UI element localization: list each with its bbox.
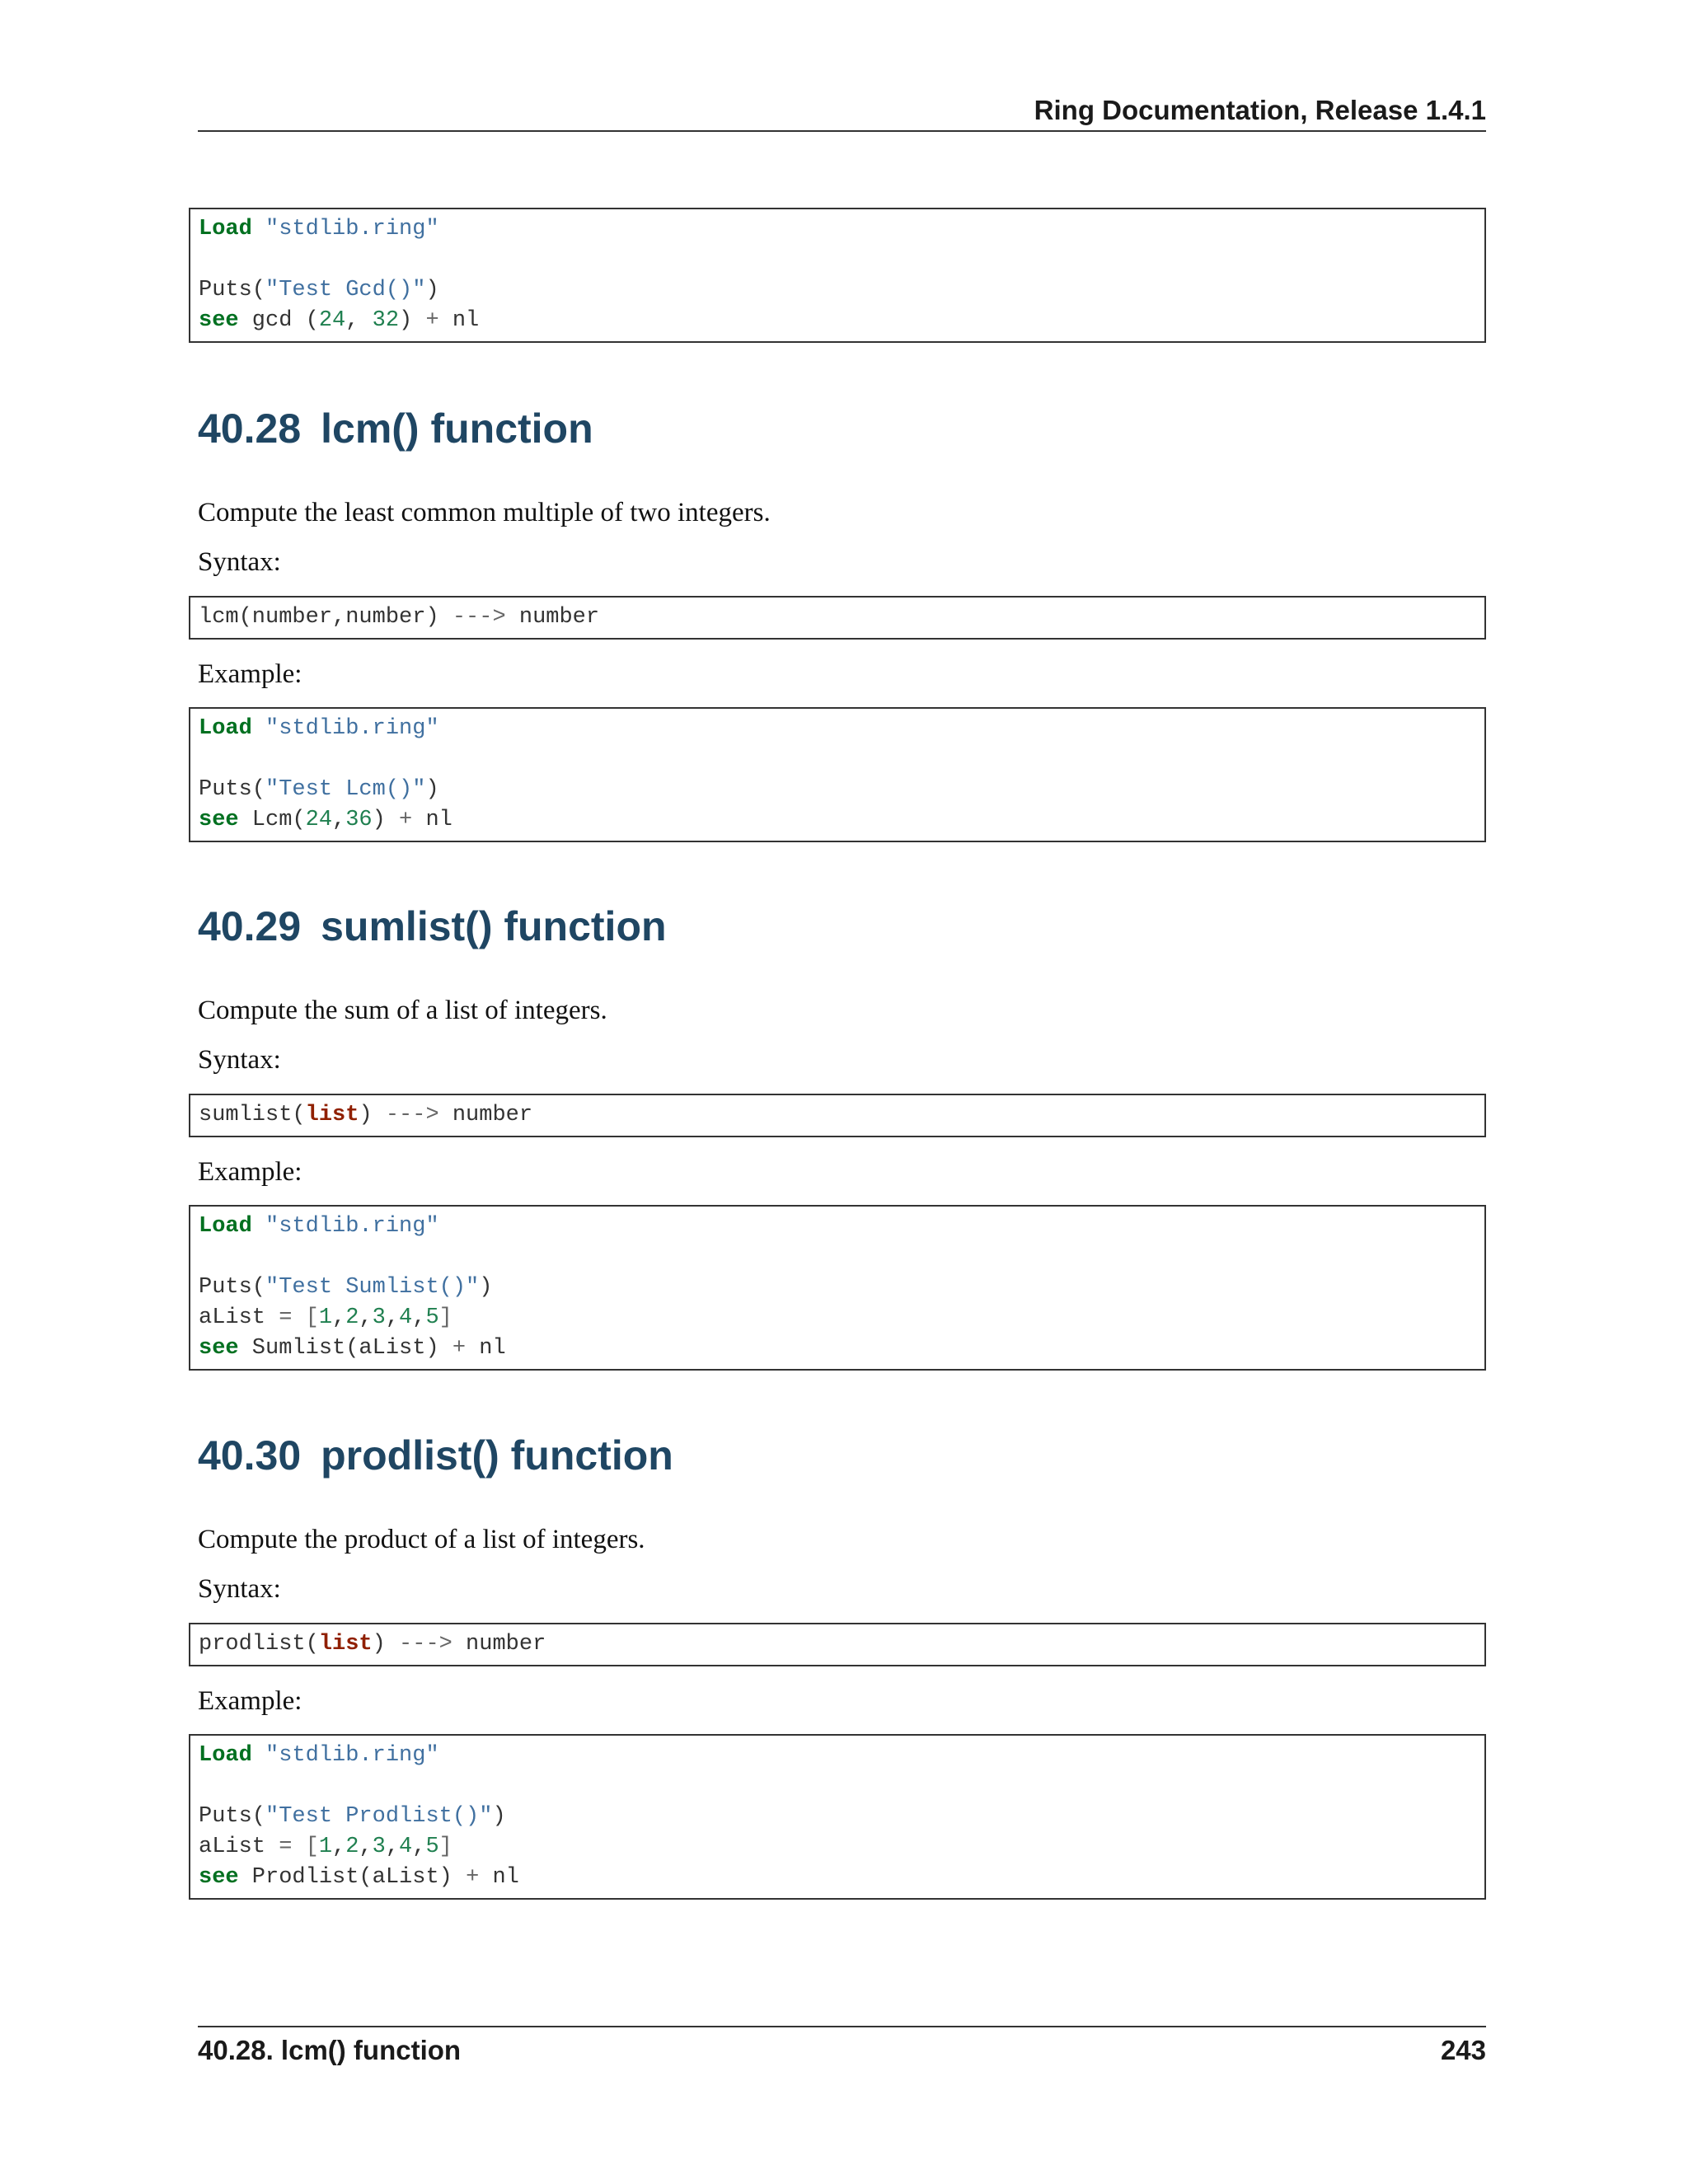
code-token: ---> xyxy=(385,1103,439,1127)
code-token: prodlist( xyxy=(199,1632,319,1657)
section-title: prodlist() function xyxy=(321,1432,673,1479)
code-line xyxy=(199,1212,1476,1242)
code-token: lcm(number,number) xyxy=(199,605,452,630)
code-token: = xyxy=(279,1835,293,1859)
code-token: 24 xyxy=(305,808,333,832)
code-line xyxy=(199,245,1476,275)
code-line xyxy=(199,1863,1476,1893)
code-token: "Test Gcd()" xyxy=(265,278,426,302)
code-token: 2 xyxy=(345,1835,359,1859)
code-token: ) xyxy=(425,777,439,802)
code-line xyxy=(199,714,1476,744)
code-token: see xyxy=(199,808,239,832)
code-token: + xyxy=(425,308,439,333)
code-token: see xyxy=(199,1865,239,1890)
code-token: 3 xyxy=(372,1835,386,1859)
code-line xyxy=(199,1242,1476,1272)
code-line xyxy=(199,805,1476,836)
code-token: + xyxy=(466,1865,480,1890)
code-token: Prodlist(aList) xyxy=(238,1865,467,1890)
code-token: 32 xyxy=(372,308,400,333)
code-token: Lcm( xyxy=(238,808,306,832)
code-line xyxy=(199,1802,1476,1832)
code-block-lcm-syntax xyxy=(189,596,1486,640)
code-line xyxy=(199,775,1476,805)
code-line xyxy=(199,1303,1476,1333)
code-token: [ xyxy=(305,1305,319,1330)
code-token: Load xyxy=(199,716,252,741)
code-token: , xyxy=(385,1305,400,1330)
section-title: lcm() function xyxy=(321,405,593,452)
code-token: "Test Sumlist()" xyxy=(265,1275,480,1300)
code-token: 5 xyxy=(425,1835,439,1859)
section-heading-prodlist xyxy=(198,1431,673,1480)
code-token: "Test Prodlist()" xyxy=(265,1804,493,1829)
code-token: list xyxy=(305,1103,359,1127)
code-token: 2 xyxy=(345,1305,359,1330)
code-token: number xyxy=(438,1103,533,1127)
code-token: nl xyxy=(466,1336,506,1361)
code-token: ) xyxy=(399,308,426,333)
code-token: ---> xyxy=(452,605,506,630)
code-line xyxy=(199,602,1476,633)
code-token: aList xyxy=(199,1305,279,1330)
code-token: "Test Lcm()" xyxy=(265,777,426,802)
code-token: ] xyxy=(438,1305,452,1330)
code-token: aList xyxy=(199,1835,279,1859)
footer-section-ref: 40.28. lcm() function xyxy=(198,2035,462,2065)
section-heading-lcm xyxy=(198,404,593,453)
code-block-prodlist-syntax xyxy=(189,1623,1486,1666)
code-token: 4 xyxy=(399,1835,413,1859)
code-line xyxy=(199,1832,1476,1863)
code-token: ) xyxy=(359,1103,386,1127)
code-token: number xyxy=(452,1632,546,1657)
code-token: , xyxy=(345,308,373,333)
code-token: 1 xyxy=(318,1835,333,1859)
code-line xyxy=(199,1629,1476,1660)
code-line xyxy=(199,1333,1476,1364)
code-token: Load xyxy=(199,1214,252,1239)
code-token: Puts( xyxy=(199,278,266,302)
code-token xyxy=(252,1214,265,1239)
code-line xyxy=(199,744,1476,775)
code-block-sumlist-syntax xyxy=(189,1094,1486,1137)
code-token: nl xyxy=(479,1865,519,1890)
code-token: sumlist( xyxy=(199,1103,306,1127)
code-block-sumlist-example xyxy=(189,1205,1486,1371)
prodlist-syntax-label: Syntax: xyxy=(198,1574,281,1604)
code-line xyxy=(199,1100,1476,1131)
code-token: Puts( xyxy=(199,1275,266,1300)
code-token: 1 xyxy=(318,1305,333,1330)
code-token: 3 xyxy=(372,1305,386,1330)
code-token: Puts( xyxy=(199,1804,266,1829)
code-token: see xyxy=(199,308,239,333)
section-number: 40.30 xyxy=(198,1432,302,1479)
code-token xyxy=(252,716,265,741)
code-token: , xyxy=(332,808,346,832)
code-token: 36 xyxy=(345,808,373,832)
code-block-lcm-example xyxy=(189,707,1486,842)
code-token: "stdlib.ring" xyxy=(265,1214,439,1239)
code-token: ) xyxy=(425,278,439,302)
code-token: + xyxy=(452,1336,467,1361)
running-footer xyxy=(198,2026,1486,2074)
code-block-prodlist-example xyxy=(189,1734,1486,1900)
code-token: "stdlib.ring" xyxy=(265,217,439,241)
header-title: Ring Documentation, Release 1.4.1 xyxy=(1034,95,1486,125)
code-token: , xyxy=(412,1835,426,1859)
section-number: 40.29 xyxy=(198,903,302,949)
code-line xyxy=(199,275,1476,306)
lcm-example-label: Example: xyxy=(198,659,302,689)
code-line xyxy=(199,214,1476,245)
code-token: 4 xyxy=(399,1305,413,1330)
code-token: nl xyxy=(438,308,480,333)
code-token: ) xyxy=(479,1275,493,1300)
code-line xyxy=(199,1771,1476,1802)
code-token: number xyxy=(505,605,600,630)
code-token: list xyxy=(318,1632,373,1657)
code-token xyxy=(292,1835,305,1859)
code-token: nl xyxy=(412,808,452,832)
code-token: , xyxy=(385,1835,400,1859)
code-token: , xyxy=(359,1835,373,1859)
code-token: = xyxy=(279,1305,293,1330)
code-token xyxy=(252,1743,265,1768)
prodlist-description: Compute the product of a list of integers. xyxy=(198,1525,645,1554)
code-token: Load xyxy=(199,217,252,241)
code-token: 24 xyxy=(318,308,346,333)
code-token: , xyxy=(332,1305,346,1330)
code-token: , xyxy=(359,1305,373,1330)
code-token: 5 xyxy=(425,1305,439,1330)
code-block-gcd-example xyxy=(189,208,1486,343)
running-header xyxy=(198,91,1486,132)
sumlist-example-label: Example: xyxy=(198,1157,302,1187)
code-token: , xyxy=(412,1305,426,1330)
code-token: , xyxy=(332,1835,346,1859)
section-heading-sumlist xyxy=(198,902,667,951)
footer-page-number: 243 xyxy=(1440,2035,1486,2065)
code-token: Load xyxy=(199,1743,252,1768)
code-token: ] xyxy=(438,1835,452,1859)
code-token: ) xyxy=(492,1804,506,1829)
code-line xyxy=(199,1272,1476,1303)
code-token: "stdlib.ring" xyxy=(265,1743,439,1768)
code-token: Puts( xyxy=(199,777,266,802)
lcm-description: Compute the least common multiple of two integers. xyxy=(198,498,771,527)
code-token xyxy=(252,217,265,241)
code-line xyxy=(199,306,1476,336)
code-token: see xyxy=(199,1336,239,1361)
code-token: ) xyxy=(372,1632,400,1657)
code-token: gcd ( xyxy=(238,308,319,333)
section-title: sumlist() function xyxy=(321,903,667,949)
prodlist-example-label: Example: xyxy=(198,1686,302,1716)
sumlist-syntax-label: Syntax: xyxy=(198,1045,281,1075)
code-token: ---> xyxy=(399,1632,452,1657)
code-token xyxy=(292,1305,305,1330)
lcm-syntax-label: Syntax: xyxy=(198,547,281,577)
code-token: + xyxy=(399,808,413,832)
code-token: ) xyxy=(372,808,400,832)
section-number: 40.28 xyxy=(198,405,302,452)
code-token: Sumlist(aList) xyxy=(238,1336,452,1361)
code-token: [ xyxy=(305,1835,319,1859)
sumlist-description: Compute the sum of a list of integers. xyxy=(198,996,607,1025)
code-line xyxy=(199,1741,1476,1771)
code-token: "stdlib.ring" xyxy=(265,716,439,741)
